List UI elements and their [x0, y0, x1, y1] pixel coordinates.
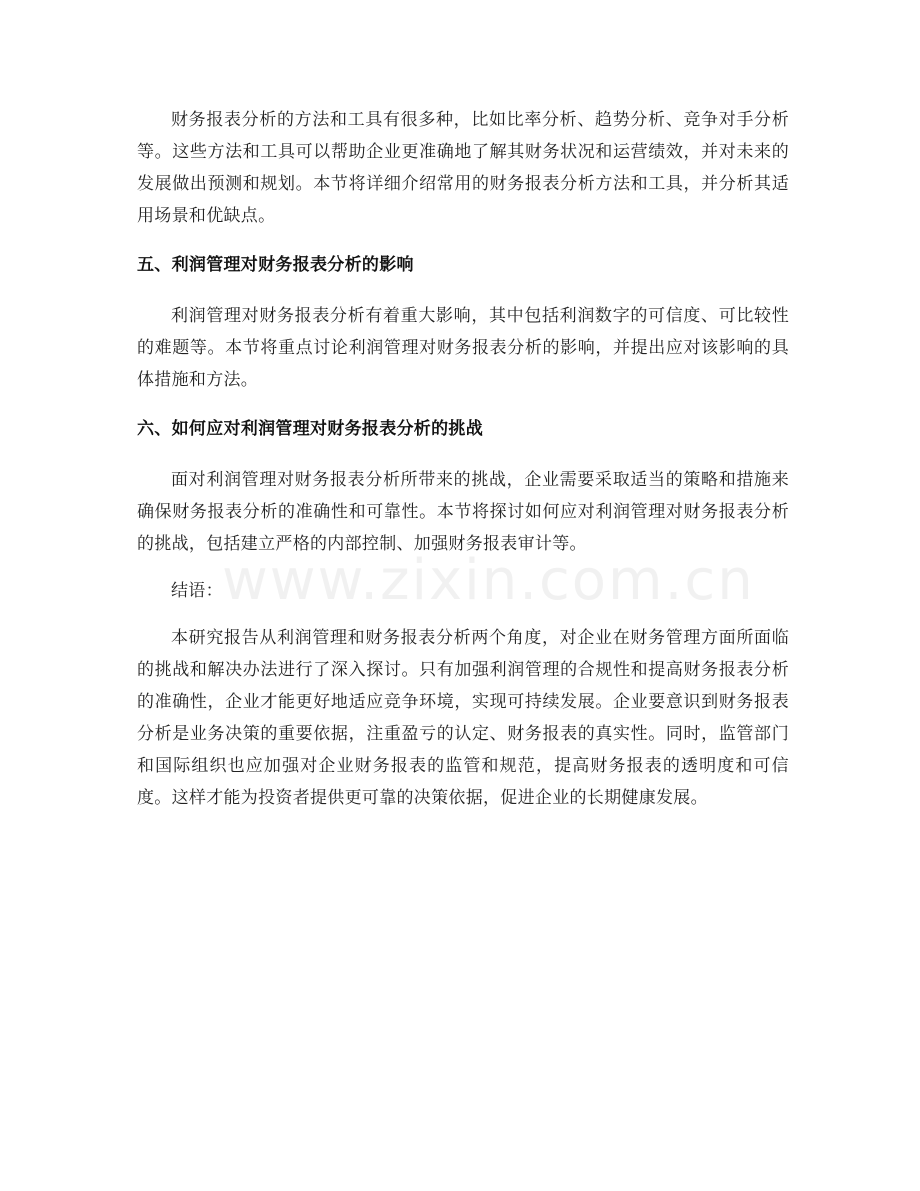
paragraph-profit-management-impact: 利润管理对财务报表分析有着重大影响，其中包括利润数字的可信度、可比较性的难题等。本节将重点讨论利润管理对财务报表分析的影响，并提出应对该影响的具体措施和方法。 [137, 306, 789, 390]
watermark: www.zixin.com.cn [222, 548, 755, 613]
paragraph-analysis-methods: 财务报表分析的方法和工具有很多种，比如比率分析、趋势分析、竞争对手分析等。这些方法和工具可以帮助企业更准确地了解其财务状况和运营绩效，并对未来的发展做出预测和规划。本节将详细介绍常用的财务报表分析方法和工具，并分析其适用场景和优缺点。 [137, 110, 789, 226]
paragraph-addressing-challenges: 面对利润管理对财务报表分析所带来的挑战，企业需要采取适当的策略和措施来确保财务报表分析的准确性和可靠性。本节将探讨如何应对利润管理对财务报表分析的挑战，包括建立严格的内部控制、加强财务报表审计等。 [137, 470, 789, 554]
section-heading-five: 五、利润管理对财务报表分析的影响 [137, 255, 414, 275]
conclusion-label: 结语： [171, 581, 223, 601]
paragraph-conclusion: 本研究报告从利润管理和财务报表分析两个角度，对企业在财务管理方面所面临的挑战和解决办法进行了深入探讨。只有加强利润管理的合规性和提高财务报表分析的准确性，企业才能更好地适应竞争环境，实现可持续发展。企业要意识到财务报表分析是业务决策的重要依据，注重盈亏的认定、财务报表的真实性。同时，监管部门和国际组织也应加强对企业财务报表的监管和规范，提高财务报表的透明度和可信度。这样才能为投资者提供更可靠的决策依据，促进企业的长期健康发展。 [137, 628, 789, 808]
section-heading-six: 六、如何应对利润管理对财务报表分析的挑战 [137, 419, 483, 439]
document-body [137, 104, 789, 814]
